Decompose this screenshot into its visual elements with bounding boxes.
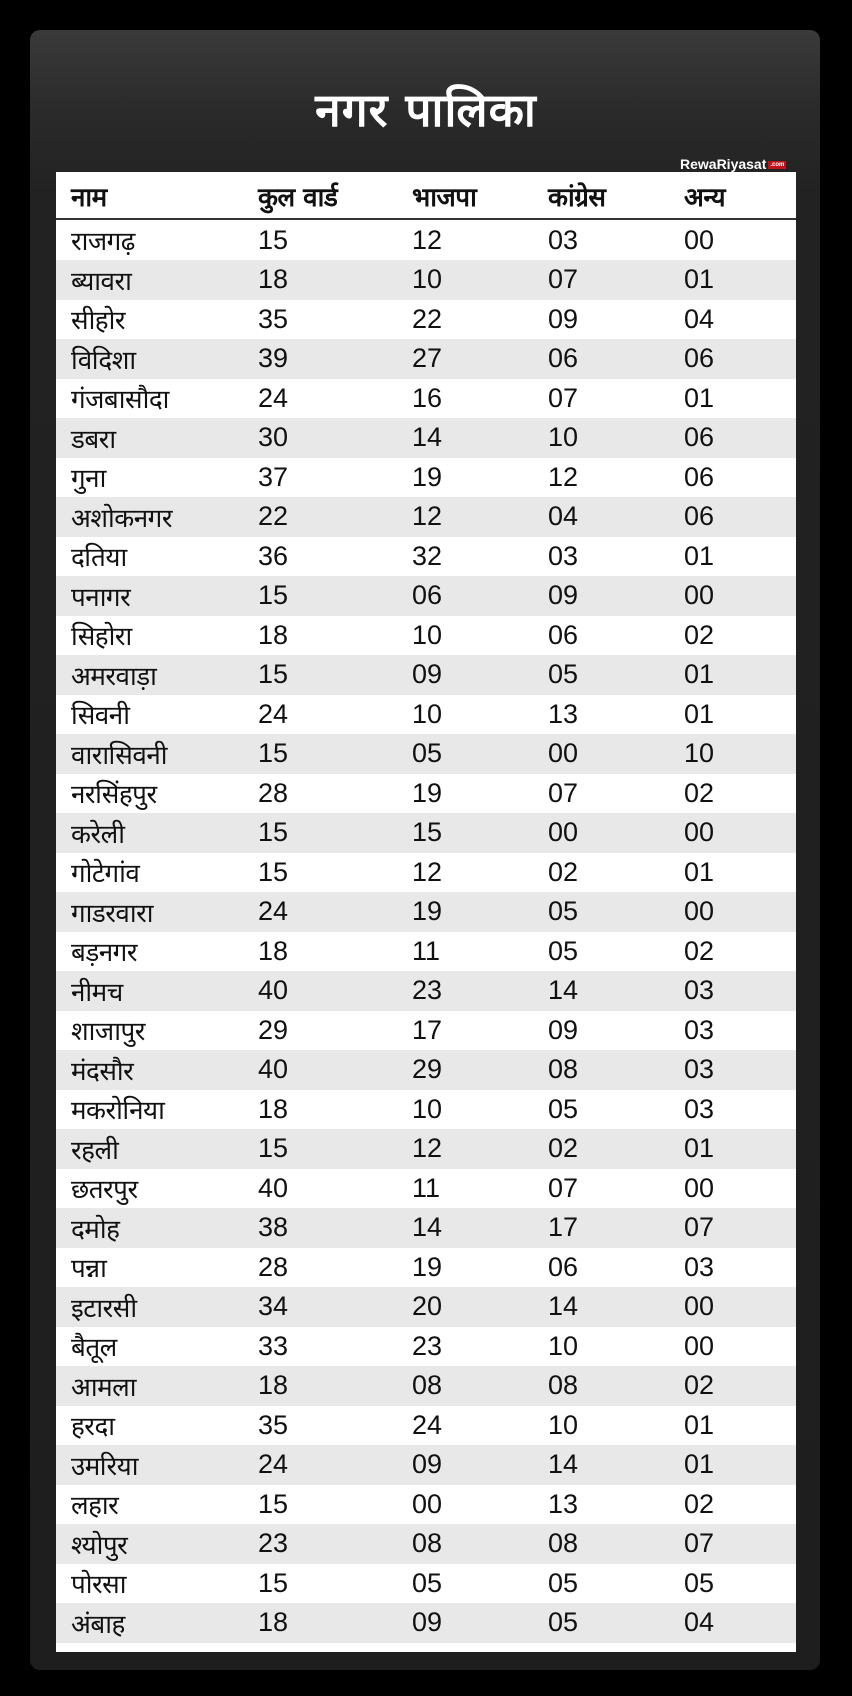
cell-others: 00	[684, 1172, 715, 1203]
cell-congress: 05	[548, 1607, 579, 1637]
cell-name: बड़नगर	[71, 938, 137, 968]
cell-total-wards: 22	[258, 501, 289, 531]
cell-name: इटारसी	[71, 1293, 137, 1324]
cell-others: 06	[684, 422, 715, 452]
cell-others: 02	[684, 1488, 715, 1519]
cell-bjp: 22	[412, 303, 443, 334]
cell-others: 01	[684, 659, 715, 689]
cell-others: 01	[684, 540, 715, 571]
cell-congress: 12	[548, 461, 579, 492]
cell-others: 01	[684, 1133, 715, 1163]
cell-bjp: 32	[412, 540, 443, 571]
cell-total-wards: 38	[258, 1212, 289, 1242]
cell-congress: 14	[548, 975, 579, 1005]
cell-total-wards: 15	[258, 224, 289, 255]
cell-name: गोटेगांव	[71, 859, 140, 889]
cell-bjp: 23	[412, 975, 443, 1005]
cell-others: 03	[684, 1093, 715, 1124]
cell-congress: 02	[548, 1133, 579, 1163]
table-row	[56, 892, 796, 932]
table-row	[56, 339, 796, 379]
cell-congress: 06	[548, 619, 579, 650]
header-name: नाम	[71, 183, 107, 213]
table-row	[56, 1129, 796, 1169]
cell-name: बैतूल	[71, 1333, 117, 1363]
table-row	[56, 497, 796, 537]
table-row	[56, 220, 796, 260]
cell-bjp: 10	[412, 698, 443, 729]
cell-others: 03	[684, 1251, 715, 1282]
cell-total-wards: 24	[258, 698, 289, 729]
table-row	[56, 1326, 796, 1366]
cell-total-wards: 39	[258, 343, 289, 373]
cell-bjp: 08	[412, 1528, 443, 1558]
table-row	[56, 852, 796, 892]
cell-total-wards: 37	[258, 461, 289, 492]
cell-others: 04	[684, 303, 715, 334]
cell-bjp: 11	[412, 1172, 441, 1203]
cell-name: गाडरवारा	[71, 898, 153, 929]
brand-logo	[680, 154, 786, 174]
table-row	[56, 576, 796, 616]
cell-name: शाजापुर	[71, 1017, 145, 1047]
cell-total-wards: 24	[258, 382, 289, 413]
cell-others: 00	[684, 896, 715, 926]
cell-others: 01	[684, 1449, 715, 1479]
cell-bjp: 09	[412, 1449, 443, 1479]
table-row	[56, 1603, 796, 1643]
cell-others: 00	[684, 1330, 715, 1361]
cell-others: 04	[684, 1607, 715, 1637]
cell-total-wards: 15	[258, 659, 289, 689]
cell-total-wards: 24	[258, 1449, 289, 1479]
cell-congress: 10	[548, 1409, 579, 1440]
cell-others: 02	[684, 777, 715, 808]
cell-name: पनागर	[71, 582, 131, 613]
cell-congress: 08	[548, 1054, 579, 1084]
cell-name: नीमच	[71, 977, 123, 1008]
cell-total-wards: 18	[258, 935, 289, 966]
cell-name: दतिया	[71, 543, 127, 573]
table-row	[56, 1089, 796, 1129]
cell-congress: 13	[548, 698, 579, 729]
table-row	[56, 734, 796, 774]
cell-total-wards: 40	[258, 1172, 289, 1203]
cell-total-wards: 35	[258, 303, 289, 334]
cell-name: सीहोर	[71, 306, 125, 336]
cell-bjp: 10	[412, 619, 443, 650]
table-row	[56, 971, 796, 1011]
table-row	[56, 1287, 796, 1327]
cell-congress: 17	[548, 1212, 579, 1242]
cell-total-wards: 15	[258, 817, 289, 847]
cell-congress: 00	[548, 738, 579, 768]
cell-others: 00	[684, 817, 715, 847]
cell-bjp: 10	[412, 1093, 443, 1124]
cell-congress: 05	[548, 1093, 579, 1124]
cell-name: श्योपुर	[71, 1530, 128, 1561]
brand-name: RewaRiyasat	[680, 156, 767, 172]
cell-total-wards: 35	[258, 1409, 289, 1440]
cell-total-wards: 40	[258, 1054, 289, 1084]
cell-name: करेली	[71, 819, 125, 850]
cell-total-wards: 29	[258, 1014, 289, 1045]
cell-name: गुना	[71, 464, 106, 494]
cell-name: गंजबासौदा	[71, 385, 169, 415]
table-row	[56, 615, 796, 655]
cell-congress: 14	[548, 1291, 579, 1321]
cell-others: 01	[684, 264, 715, 294]
table-header	[56, 174, 796, 220]
cell-congress: 00	[548, 817, 579, 847]
cell-name: विदिशा	[71, 345, 136, 376]
header-congress: कांग्रेस	[548, 183, 606, 213]
cell-others: 06	[684, 343, 715, 373]
cell-total-wards: 28	[258, 1251, 289, 1282]
cell-name: सिहोरा	[71, 622, 132, 652]
cell-bjp: 00	[412, 1488, 443, 1519]
cell-bjp: 19	[412, 896, 443, 926]
cell-others: 00	[684, 1291, 715, 1321]
cell-bjp: 12	[412, 501, 443, 531]
cell-congress: 07	[548, 777, 579, 808]
cell-name: उमरिया	[71, 1451, 138, 1482]
cell-total-wards: 33	[258, 1330, 289, 1361]
cell-name: अंबाह	[71, 1609, 125, 1640]
cell-name: रहली	[71, 1135, 119, 1166]
cell-bjp: 19	[412, 461, 443, 492]
cell-total-wards: 18	[258, 264, 289, 294]
cell-bjp: 16	[412, 382, 443, 413]
cell-total-wards: 36	[258, 540, 289, 571]
cell-total-wards: 15	[258, 580, 289, 610]
cell-bjp: 20	[412, 1291, 443, 1321]
cell-congress: 09	[548, 580, 579, 610]
results-table	[56, 172, 796, 1652]
cell-others: 01	[684, 1409, 715, 1440]
cell-name: मकरोनिया	[71, 1096, 165, 1126]
header-others: अन्य	[684, 183, 726, 213]
cell-name: अशोकनगर	[71, 503, 172, 534]
cell-total-wards: 18	[258, 1607, 289, 1637]
cell-bjp: 12	[412, 224, 443, 255]
cell-bjp: 12	[412, 856, 443, 887]
cell-others: 02	[684, 619, 715, 650]
cell-name: दमोह	[71, 1214, 120, 1245]
cell-congress: 10	[548, 422, 579, 452]
cell-total-wards: 15	[258, 1488, 289, 1519]
cell-others: 00	[684, 224, 715, 255]
cell-bjp: 14	[412, 422, 443, 452]
cell-congress: 05	[548, 896, 579, 926]
cell-bjp: 24	[412, 1409, 443, 1440]
cell-others: 01	[684, 382, 715, 413]
cell-others: 07	[684, 1212, 715, 1242]
cell-bjp: 27	[412, 343, 443, 373]
cell-congress: 08	[548, 1370, 579, 1400]
cell-others: 06	[684, 501, 715, 531]
cell-congress: 03	[548, 540, 579, 571]
cell-bjp: 14	[412, 1212, 443, 1242]
table-row	[56, 260, 796, 300]
table-row	[56, 1563, 796, 1603]
cell-congress: 07	[548, 382, 579, 413]
table-row	[56, 773, 796, 813]
cell-congress: 06	[548, 343, 579, 373]
cell-total-wards: 23	[258, 1528, 289, 1558]
cell-bjp: 05	[412, 738, 443, 768]
cell-congress: 10	[548, 1330, 579, 1361]
cell-others: 02	[684, 935, 715, 966]
cell-bjp: 10	[412, 264, 443, 294]
cell-congress: 03	[548, 224, 579, 255]
cell-congress: 05	[548, 935, 579, 966]
table-row	[56, 378, 796, 418]
cell-total-wards: 18	[258, 1370, 289, 1400]
header-total-wards: कुल वार्ड	[258, 183, 338, 213]
table-row	[56, 299, 796, 339]
cell-others: 03	[684, 975, 715, 1005]
cell-others: 06	[684, 461, 715, 492]
cell-total-wards: 18	[258, 619, 289, 650]
cell-name: डबरा	[71, 424, 116, 455]
cell-others: 07	[684, 1528, 715, 1558]
table-row	[56, 1405, 796, 1445]
cell-total-wards: 40	[258, 975, 289, 1005]
table-row	[56, 1010, 796, 1050]
cell-name: सिवनी	[71, 701, 130, 731]
table-row	[56, 457, 796, 497]
cell-congress: 06	[548, 1251, 579, 1282]
cell-bjp: 06	[412, 580, 443, 610]
cell-total-wards: 15	[258, 856, 289, 887]
cell-bjp: 12	[412, 1133, 443, 1163]
cell-congress: 14	[548, 1449, 579, 1479]
cell-congress: 07	[548, 264, 579, 294]
cell-congress: 02	[548, 856, 579, 887]
table-row	[56, 1366, 796, 1406]
cell-congress: 04	[548, 501, 579, 531]
table-row	[56, 1484, 796, 1524]
table-row	[56, 1247, 796, 1287]
cell-name: पोरसा	[71, 1570, 126, 1600]
table-row	[56, 655, 796, 695]
cell-name: वारासिवनी	[71, 740, 167, 771]
cell-bjp: 09	[412, 659, 443, 689]
table-row	[56, 536, 796, 576]
page-title: नगर पालिका	[315, 83, 537, 137]
cell-congress: 09	[548, 1014, 579, 1045]
cell-others: 02	[684, 1370, 715, 1400]
cell-others: 03	[684, 1054, 715, 1084]
cell-congress: 08	[548, 1528, 579, 1558]
cell-bjp: 19	[412, 777, 443, 808]
table-row	[56, 418, 796, 458]
cell-total-wards: 15	[258, 738, 289, 768]
cell-total-wards: 15	[258, 1133, 289, 1163]
cell-total-wards: 15	[258, 1567, 289, 1598]
cell-name: राजगढ़	[71, 227, 135, 257]
cell-total-wards: 30	[258, 422, 289, 452]
cell-name: मंदसौर	[71, 1056, 134, 1087]
cell-congress: 05	[548, 659, 579, 689]
cell-others: 01	[684, 698, 715, 729]
cell-name: अमरवाड़ा	[71, 661, 157, 692]
table-row	[56, 931, 796, 971]
cell-name: लहार	[71, 1491, 119, 1521]
cell-total-wards: 28	[258, 777, 289, 808]
cell-congress: 09	[548, 303, 579, 334]
table-row	[56, 1168, 796, 1208]
cell-others: 00	[684, 580, 715, 610]
table-row	[56, 1050, 796, 1090]
cell-bjp: 29	[412, 1054, 443, 1084]
table-row	[56, 1208, 796, 1248]
cell-bjp: 19	[412, 1251, 443, 1282]
cell-name: ब्यावरा	[71, 266, 132, 297]
cell-bjp: 11	[412, 935, 441, 966]
cell-congress: 13	[548, 1488, 579, 1519]
cell-bjp: 08	[412, 1370, 443, 1400]
cell-name: हरदा	[71, 1412, 115, 1442]
cell-bjp: 23	[412, 1330, 443, 1361]
cell-congress: 05	[548, 1567, 579, 1598]
cell-congress: 07	[548, 1172, 579, 1203]
table-row	[56, 694, 796, 734]
table-row	[56, 813, 796, 853]
cell-others: 01	[684, 856, 715, 887]
cell-name: पन्ना	[71, 1254, 107, 1284]
cell-bjp: 09	[412, 1607, 443, 1637]
cell-others: 03	[684, 1014, 715, 1045]
cell-name: नरसिंहपुर	[71, 780, 157, 810]
cell-bjp: 17	[412, 1014, 443, 1045]
cell-bjp: 05	[412, 1567, 443, 1598]
table-row	[56, 1445, 796, 1485]
cell-total-wards: 18	[258, 1093, 289, 1124]
cell-name: आमला	[71, 1372, 136, 1403]
cell-others: 10	[684, 738, 715, 768]
brand-suffix: .com	[770, 162, 785, 169]
cell-others: 05	[684, 1567, 715, 1598]
cell-total-wards: 34	[258, 1291, 289, 1321]
cell-bjp: 15	[412, 817, 443, 847]
header-bjp: भाजपा	[412, 183, 477, 213]
cell-total-wards: 24	[258, 896, 289, 926]
cell-name: छतरपुर	[71, 1175, 138, 1205]
table-row	[56, 1524, 796, 1564]
